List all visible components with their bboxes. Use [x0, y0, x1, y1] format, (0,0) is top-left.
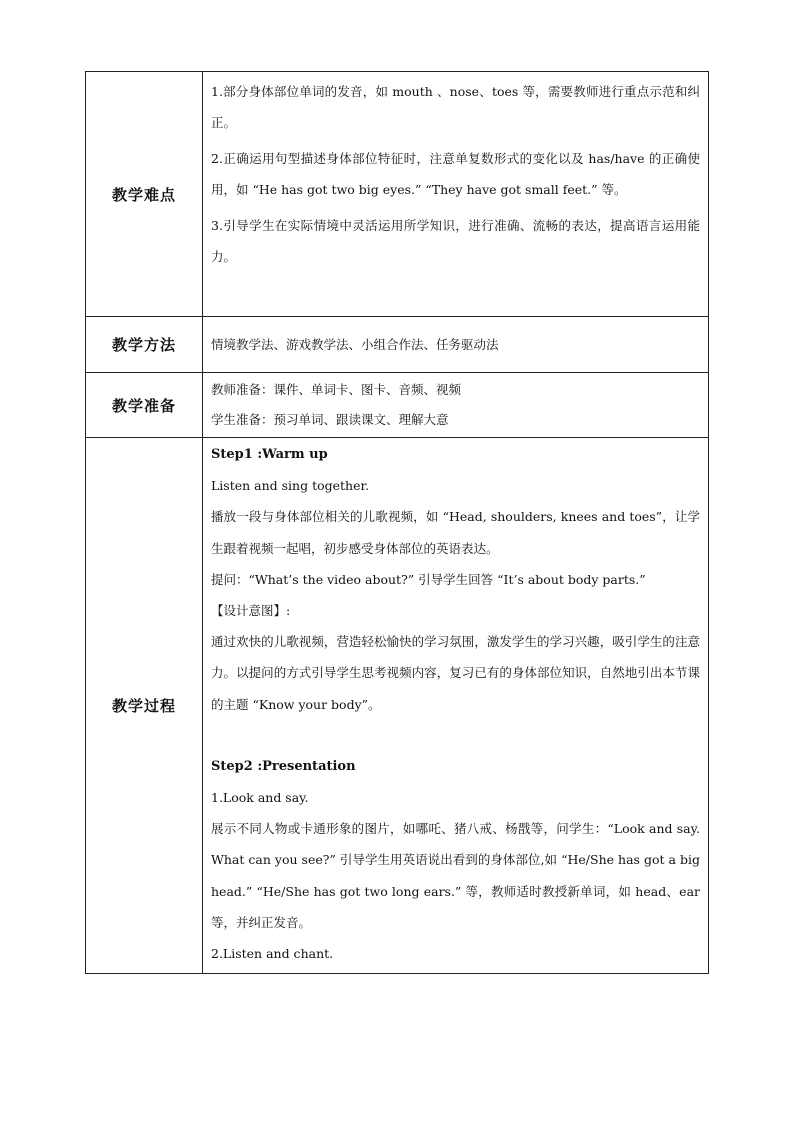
methods-content	[203, 317, 709, 373]
preparation-content	[203, 373, 709, 438]
lesson-plan-table	[85, 71, 709, 974]
design-intent-title: 【设计意图】:	[211, 603, 291, 619]
difficulty-point-2: 2.正确运用句型描述身体部位特征时，注意单复数形式的变化以及 has/have 的正确使用，如 “He has got two big eyes.” “They have got small feet.” 等。	[211, 151, 700, 197]
step1-line-1: Listen and sing together.	[211, 478, 370, 494]
step2-line-1: 1.Look and say.	[211, 790, 309, 806]
methods-text: 情境教学法、游戏教学法、小组合作法、任务驱动法	[211, 337, 499, 352]
preparation-row	[86, 373, 709, 438]
step2-title: Step2 :Presentation	[211, 758, 356, 774]
teacher-preparation: 教师准备：课件、单词卡、图卡、音频、视频	[211, 382, 462, 397]
difficulty-point-1: 1.部分身体部位单词的发音，如 mouth 、nose、toes 等，需要教师进行重点示范和纠正。	[211, 84, 700, 130]
process-content	[203, 438, 709, 974]
difficulty-label: 教学难点	[86, 72, 203, 317]
methods-label: 教学方法	[86, 317, 203, 373]
methods-row	[86, 317, 709, 373]
difficulty-row	[86, 72, 709, 317]
process-row	[86, 438, 709, 974]
step1-line-2: 播放一段与身体部位相关的儿歌视频，如 “Head, shoulders, knees and toes”，让学生跟着视频一起唱，初步感受身体部位的英语表达。	[211, 509, 700, 556]
step1-line-3: 提问：“What’s the video about?” 引导学生回答 “It’s about body parts.”	[211, 571, 646, 587]
student-preparation: 学生准备：预习单词、跟读课文、理解大意	[211, 412, 449, 427]
step1-title: Step1 :Warm up	[211, 447, 328, 462]
difficulty-point-3: 3.引导学生在实际情境中灵活运用所学知识，进行准确、流畅的表达，提高语言运用能力。	[211, 218, 700, 264]
preparation-label: 教学准备	[86, 373, 203, 438]
difficulty-content	[203, 72, 709, 317]
design-intent-text: 通过欢快的儿歌视频，营造轻松愉快的学习氛围，激发学生的学习兴趣，吸引学生的注意力。以提问的方式引导学生思考视频内容，复习已有的身体部位知识，自然地引出本节课的主题 “Know your body”。	[211, 634, 700, 712]
spacer	[211, 720, 700, 751]
step2-line-2: 展示不同人物或卡通形象的图片，如哪吒、猪八戒、杨戬等，问学生：“Look and say. What can you see?” 引导学生用英语说出看到的身体部位,如 “He/She has got a big head.” “He/She has got two long ears.” 等，教师适时教授新单词，如 head、ear 等，并纠正发音。	[211, 821, 700, 930]
process-label: 教学过程	[86, 438, 203, 974]
step2-line-3: 2.Listen and chant.	[211, 946, 334, 962]
